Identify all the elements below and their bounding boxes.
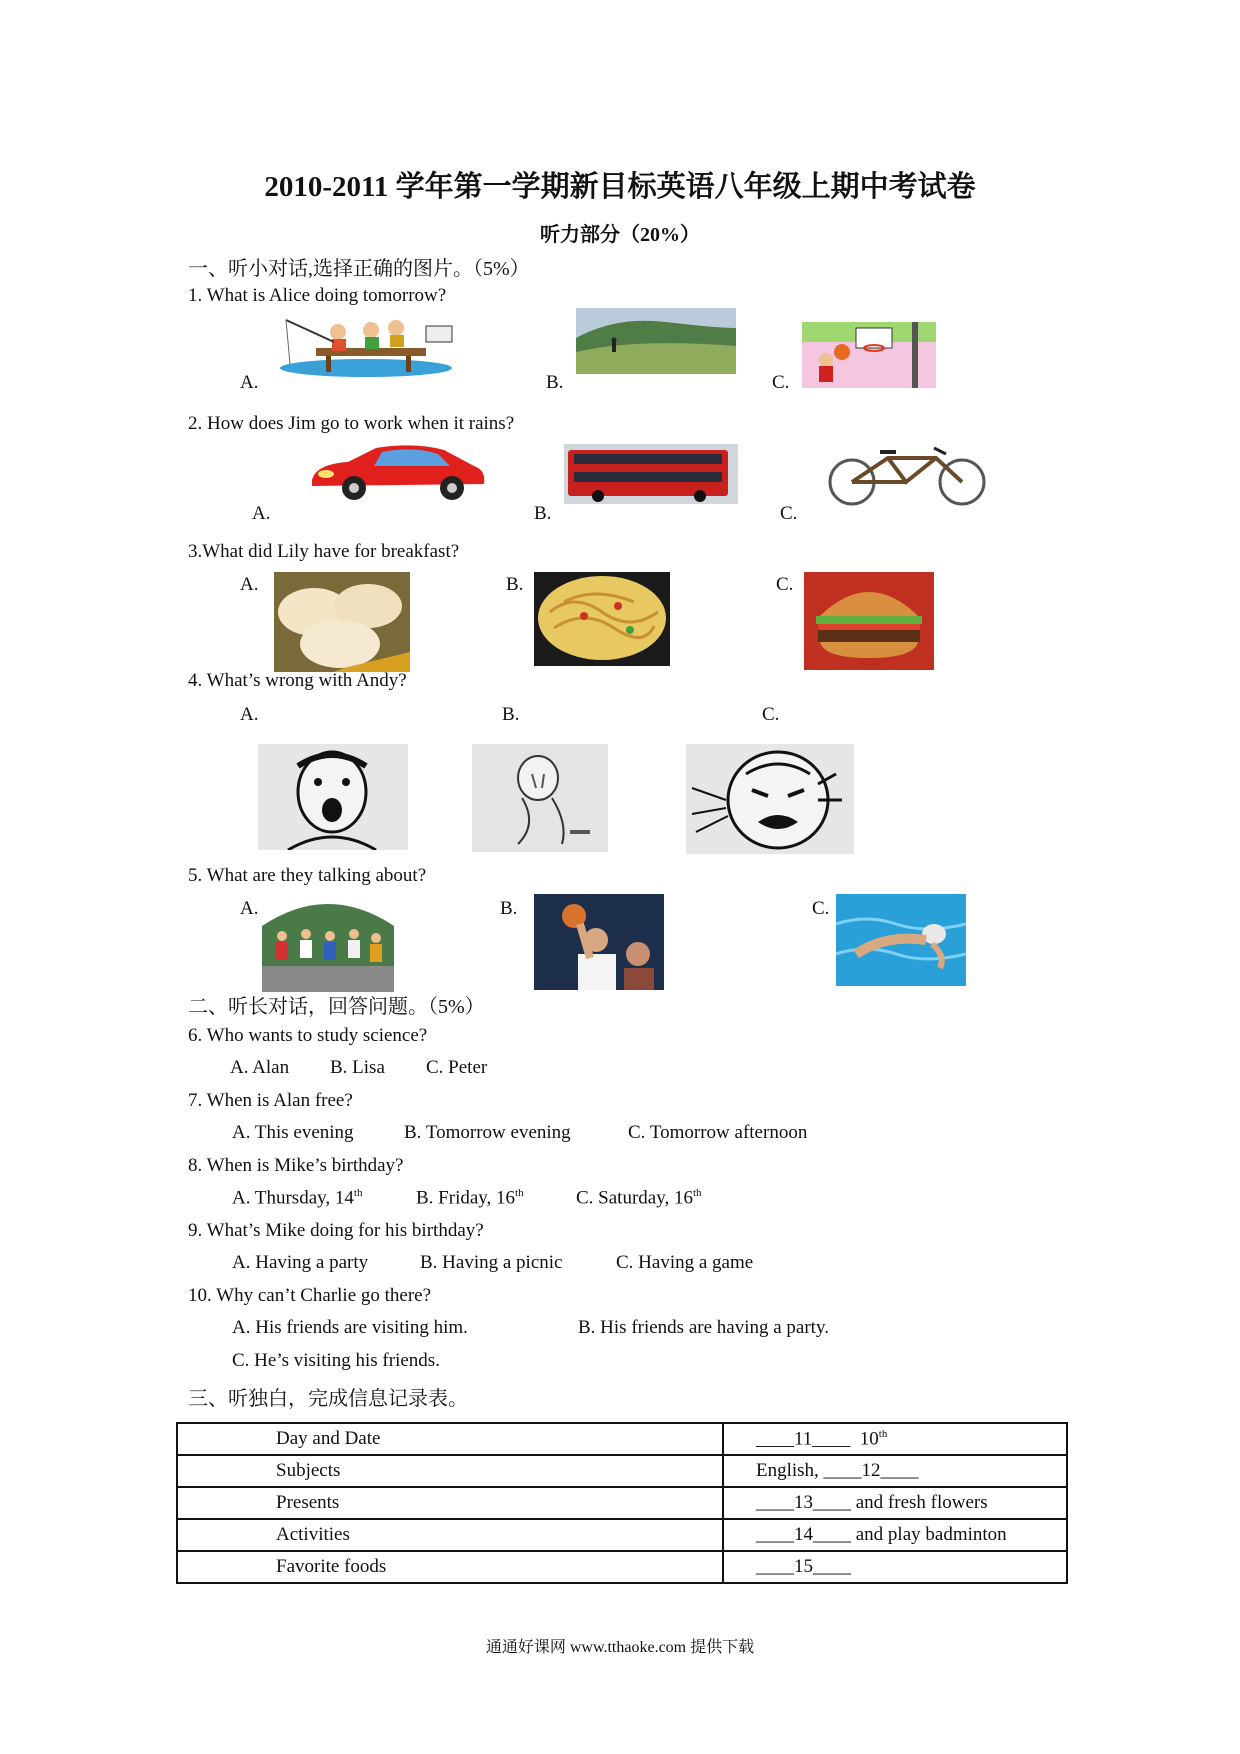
question-6: 6. Who wants to study science? xyxy=(188,1025,428,1046)
question-1: 1. What is Alice doing tomorrow? xyxy=(188,285,447,306)
option-c: C. Peter xyxy=(426,1057,488,1078)
table-label: Day and Date xyxy=(177,1423,723,1455)
option-b: B. Lisa xyxy=(330,1057,385,1078)
dumplings-picture xyxy=(274,572,410,672)
table-label: Presents xyxy=(177,1487,723,1519)
option-a: A. His friends are visiting him. xyxy=(232,1317,468,1338)
section-heading-3: 三、听独白，完成信息记录表。 xyxy=(188,1388,468,1410)
table-value: English, ____12____ xyxy=(723,1455,1067,1487)
car-picture xyxy=(304,440,490,502)
option-c: C. Saturday, 16th xyxy=(576,1187,702,1209)
noodles-picture xyxy=(534,572,670,666)
hiking-picture xyxy=(576,308,736,374)
table-row xyxy=(177,1455,1067,1487)
table-value: ____15____ xyxy=(723,1551,1067,1583)
option-label: B. xyxy=(546,372,564,393)
page-title: 2010-2011 学年第一学期新目标英语八年级上期中考试卷 xyxy=(264,171,976,203)
hamburger-picture xyxy=(804,572,934,670)
table-label: Activities xyxy=(177,1519,723,1551)
option-b: B. Friday, 16th xyxy=(416,1187,524,1209)
table-row xyxy=(177,1519,1067,1551)
table-value: ____13____ and fresh flowers xyxy=(723,1487,1067,1519)
option-label: C. xyxy=(780,503,798,524)
sore-throat-picture xyxy=(258,744,408,850)
table-row xyxy=(177,1423,1067,1455)
running-picture xyxy=(262,896,394,992)
swimming-picture xyxy=(836,894,966,986)
option-b: B. Tomorrow evening xyxy=(404,1122,571,1143)
option-b: B. His friends are having a party. xyxy=(578,1317,829,1338)
question-8: 8. When is Mike’s birthday? xyxy=(188,1155,404,1176)
table-row xyxy=(177,1487,1067,1519)
question-10: 10. Why can’t Charlie go there? xyxy=(188,1285,432,1306)
option-a: A. This evening xyxy=(232,1122,354,1143)
question-4: 4. What’s wrong with Andy? xyxy=(188,670,407,691)
option-label: B. xyxy=(534,503,552,524)
fishing-picture xyxy=(276,312,458,378)
option-label: B. xyxy=(502,704,520,725)
option-c: C. Tomorrow afternoon xyxy=(628,1122,808,1143)
option-label: C. xyxy=(762,704,780,725)
section-subtitle: 听力部分（20%） xyxy=(540,224,700,246)
option-a: A. Thursday, 14th xyxy=(232,1187,363,1209)
option-b: B. Having a picnic xyxy=(420,1252,563,1273)
option-label: A. xyxy=(240,898,259,919)
footer-text: 通通好课网 www.tthaoke.com 提供下载 xyxy=(485,1639,755,1656)
cough-picture xyxy=(686,744,854,854)
table-label: Subjects xyxy=(177,1455,723,1487)
option-label: B. xyxy=(506,574,524,595)
question-9: 9. What’s Mike doing for his birthday? xyxy=(188,1220,484,1241)
option-label: A. xyxy=(240,574,259,595)
tired-picture xyxy=(472,744,608,852)
information-record-table xyxy=(176,1422,1068,1584)
section-heading-2: 二、听长对话，回答问题。（5%） xyxy=(188,996,485,1018)
option-label: A. xyxy=(240,372,259,393)
option-label: A. xyxy=(240,704,259,725)
bicycle-picture xyxy=(816,442,998,508)
bus-picture xyxy=(564,444,738,504)
option-label: A. xyxy=(252,503,271,524)
basketball-player-picture xyxy=(534,894,664,990)
option-label: C. xyxy=(776,574,794,595)
question-2: 2. How does Jim go to work when it rains? xyxy=(188,413,515,434)
option-label: B. xyxy=(500,898,518,919)
option-a: A. Having a party xyxy=(232,1252,369,1273)
option-a: A. Alan xyxy=(230,1057,290,1078)
question-7: 7. When is Alan free? xyxy=(188,1090,353,1111)
question-5: 5. What are they talking about? xyxy=(188,865,427,886)
option-c: C. He’s visiting his friends. xyxy=(232,1350,440,1371)
question-3: 3.What did Lily have for breakfast? xyxy=(188,541,460,562)
basketball-picture xyxy=(802,322,936,388)
table-value: ____14____ and play badminton xyxy=(723,1519,1067,1551)
table-row xyxy=(177,1551,1067,1583)
section-heading-1: 一、听小对话,选择正确的图片。（5%） xyxy=(188,258,530,280)
option-label: C. xyxy=(812,898,830,919)
option-c: C. Having a game xyxy=(616,1252,754,1273)
table-value: ____11____ 10th xyxy=(723,1423,1067,1455)
table-label: Favorite foods xyxy=(177,1551,723,1583)
option-label: C. xyxy=(772,372,790,393)
